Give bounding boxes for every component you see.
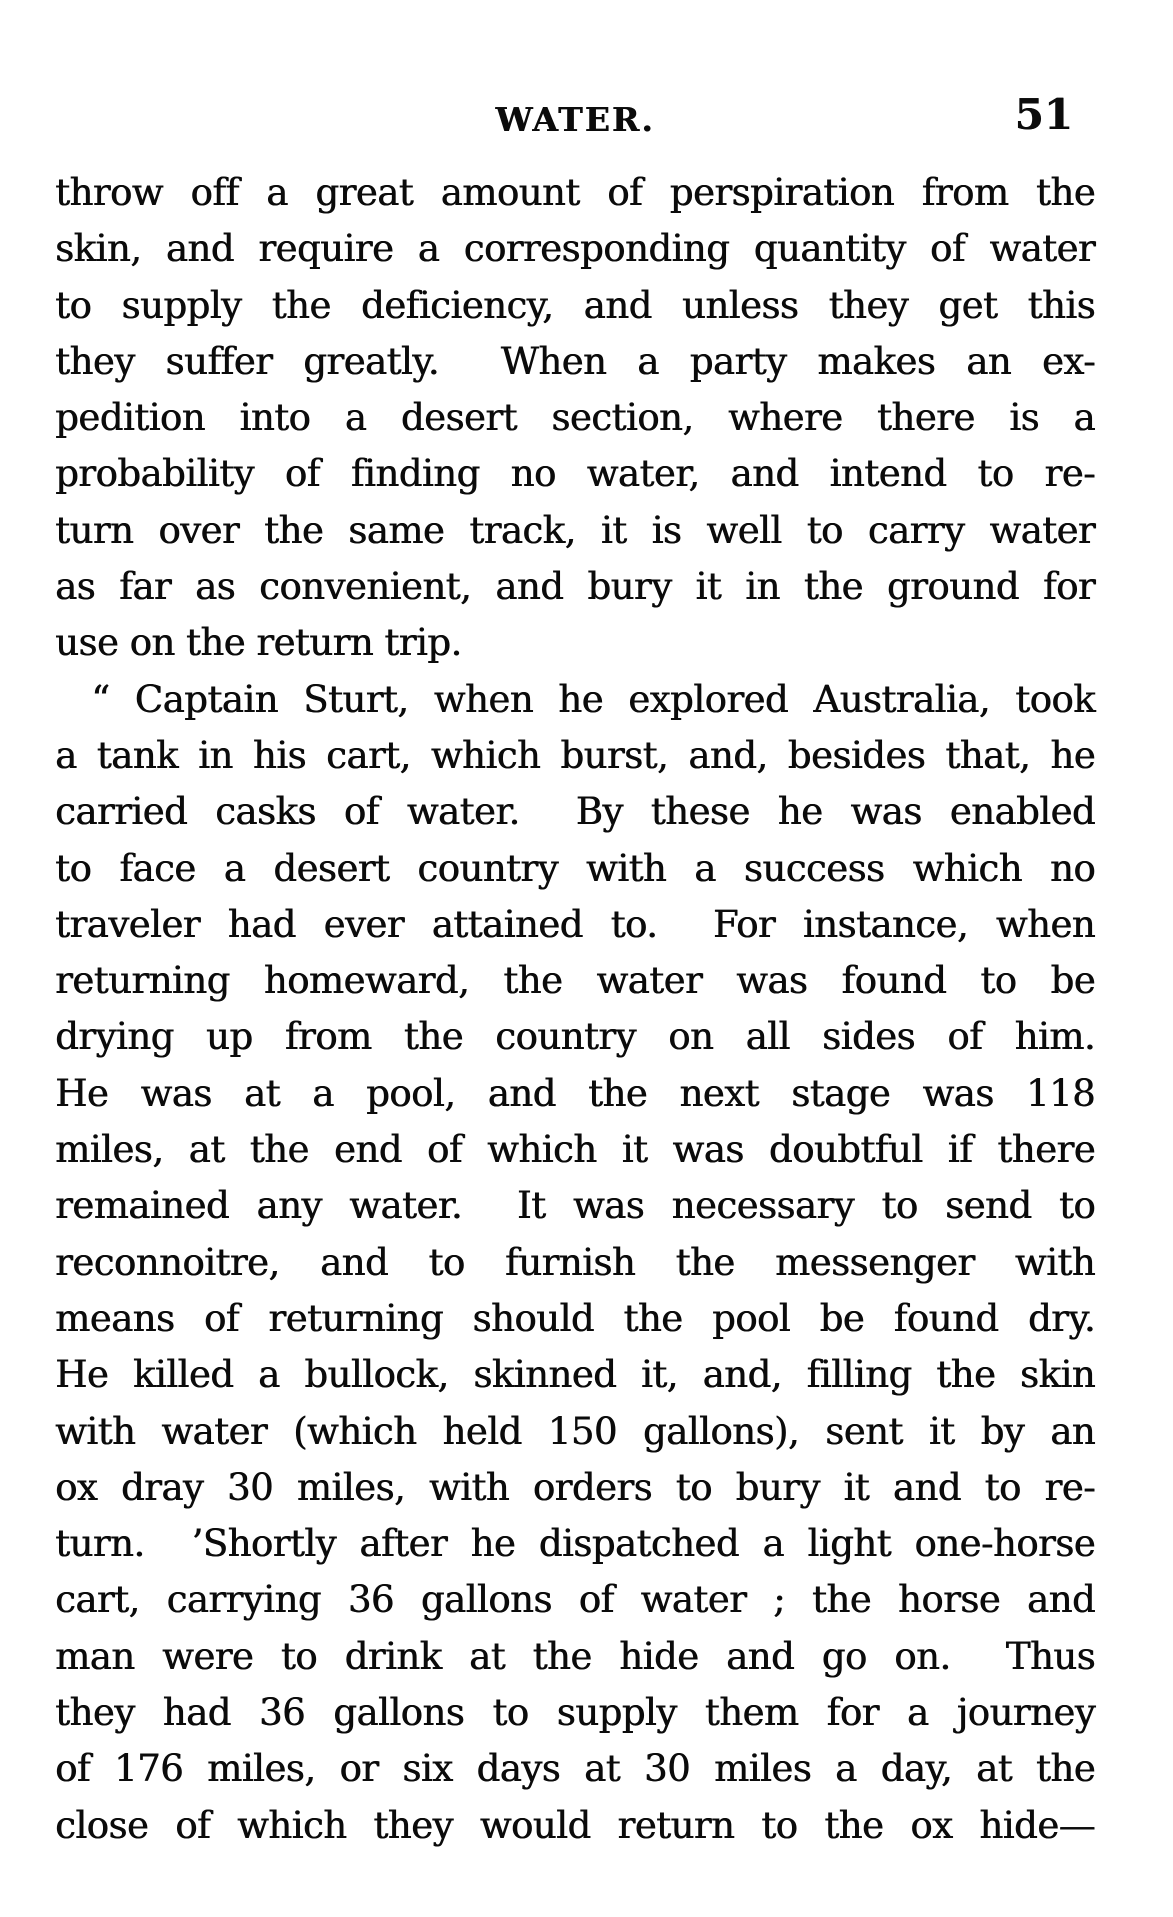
- text-line: turn over the same track, it is well to carry water: [55, 508, 1095, 552]
- text-line: remained any water. It was necessary to send to: [55, 1184, 1095, 1228]
- text-line: “ Captain Sturt, when he explored Australia, took: [91, 677, 1095, 721]
- text-line: cart, carrying 36 gallons of water ; the horse and: [55, 1578, 1095, 1622]
- page-number: 51: [1014, 90, 1073, 139]
- running-head-title: WATER.: [495, 100, 655, 139]
- text-line: they had 36 gallons to supply them for a journey: [55, 1691, 1095, 1735]
- text-line: turn. ’Shortly after he dispatched a light one-horse: [55, 1522, 1095, 1566]
- text-line: carried casks of water. By these he was enabled: [55, 790, 1095, 834]
- text-line: throw off a great amount of perspiration from the: [55, 171, 1095, 214]
- text-line: miles, at the end of which it was doubtful if there: [55, 1128, 1095, 1172]
- text-line: to supply the deficiency, and unless they get this: [55, 283, 1095, 327]
- text-line: He was at a pool, and the next stage was 118: [55, 1071, 1095, 1115]
- text-line: to face a desert country with a success which no: [55, 846, 1095, 890]
- text-line: pedition into a desert section, where there is a: [55, 396, 1095, 440]
- text-line: ox dray 30 miles, with orders to bury it and to re-: [55, 1465, 1095, 1509]
- text-line: reconnoitre, and to furnish the messenger with: [55, 1240, 1095, 1284]
- text-line: close of which they would return to the ox hide—: [55, 1803, 1095, 1847]
- text-line: they suffer greatly. When a party makes an ex-: [55, 339, 1095, 383]
- text-line: means of returning should the pool be found dry.: [55, 1296, 1095, 1340]
- text-line: traveler had ever attained to. For instance, when: [55, 902, 1095, 946]
- text-line: skin, and require a corresponding quantity of water: [55, 227, 1095, 271]
- text-line: of 176 miles, or six days at 30 miles a day, at the: [55, 1747, 1095, 1791]
- text-line: as far as convenient, and bury it in the ground for: [55, 565, 1095, 609]
- text-line: man were to drink at the hide and go on. Thus: [55, 1634, 1095, 1678]
- text-line: with water (which held 150 gallons), sent it by an: [55, 1409, 1095, 1453]
- body-text: [55, 165, 1095, 1854]
- text-line: use on the return trip.: [55, 621, 462, 665]
- text-line: drying up from the country on all sides of him.: [55, 1015, 1095, 1059]
- text-line: He killed a bullock, skinned it, and, filling the skin: [55, 1353, 1095, 1397]
- text-line: returning homeward, the water was found to be: [55, 959, 1095, 1003]
- text-line: probability of finding no water, and intend to re-: [55, 452, 1095, 496]
- text-line: a tank in his cart, which burst, and, besides that, he: [55, 733, 1095, 777]
